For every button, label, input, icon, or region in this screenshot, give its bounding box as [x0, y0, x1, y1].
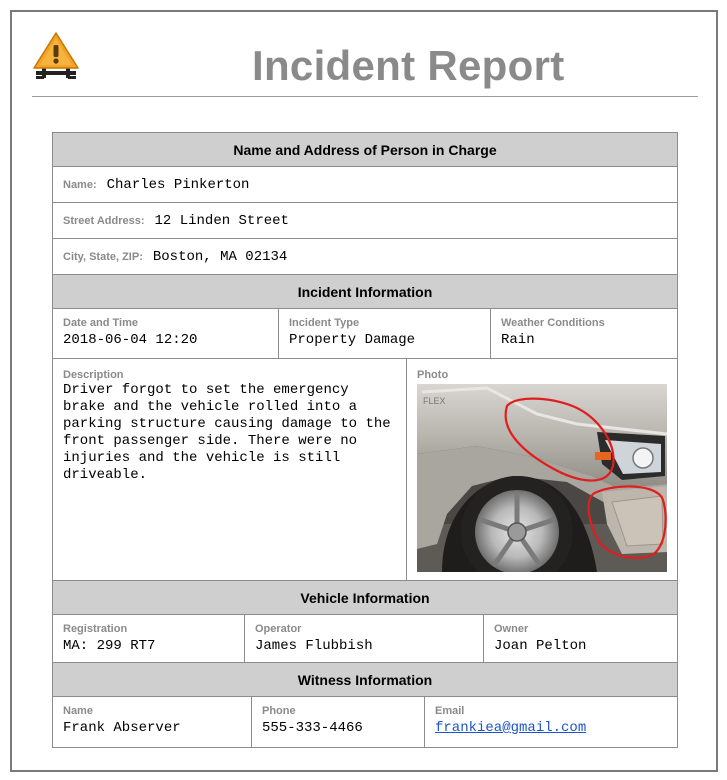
date-time-cell: [53, 309, 279, 358]
section-header-person: Name and Address of Person in Charge: [53, 133, 677, 167]
warning-sign-icon: [32, 30, 80, 82]
street-address-row: [53, 203, 677, 239]
section-header-incident: Incident Information: [53, 275, 677, 309]
witness-name-value: Frank Abserver: [63, 720, 181, 736]
section-header-witness: Witness Information: [53, 663, 677, 697]
report-header: [12, 12, 716, 98]
incident-details-row: [53, 309, 677, 359]
damage-photo: [417, 384, 667, 572]
incident-type-value: Property Damage: [289, 332, 416, 348]
weather-value: Rain: [501, 332, 535, 348]
date-time-label: Date and Time: [63, 317, 138, 329]
street-address-value: 12 Linden Street: [154, 212, 289, 229]
registration-cell: [53, 615, 245, 662]
photo-label: Photo: [417, 369, 449, 381]
incident-type-cell: [279, 309, 491, 358]
owner-value: Joan Pelton: [494, 638, 587, 654]
description-cell: [53, 359, 407, 580]
page-title: Incident Report: [252, 42, 565, 89]
witness-email-link[interactable]: frankiea@gmail.com: [435, 720, 587, 736]
owner-label: Owner: [494, 623, 529, 635]
photo-cell: [407, 359, 677, 580]
weather-cell: [491, 309, 677, 358]
date-time-value: 2018-06-04 12:20: [63, 332, 198, 348]
witness-name-cell: [53, 697, 252, 747]
witness-phone-label: Phone: [262, 705, 296, 717]
witness-details-row: [53, 697, 677, 747]
witness-name-label: Name: [63, 705, 93, 717]
registration-label: Registration: [63, 623, 128, 635]
section-header-vehicle: Vehicle Information: [53, 581, 677, 615]
incident-type-label: Incident Type: [289, 317, 360, 329]
svg-text:FLEX: FLEX: [423, 396, 446, 406]
vehicle-details-row: [53, 615, 677, 663]
owner-cell: [484, 615, 677, 662]
operator-value: James Flubbish: [255, 638, 373, 654]
street-address-label: Street Address:: [63, 214, 145, 227]
description-label: Description: [63, 369, 124, 381]
document-frame: [10, 10, 718, 772]
person-name-label: Name:: [63, 178, 97, 191]
description-value: Driver forgot to set the emergency brake and the vehicle rolled into a parking structure causing damage to the front passenger side. There were no injuries and the vehicle is still driveable.: [63, 382, 391, 483]
witness-email-cell: [425, 697, 677, 747]
report-form: [52, 132, 678, 748]
city-state-zip-row: [53, 239, 677, 275]
operator-cell: [245, 615, 484, 662]
witness-phone-cell: [252, 697, 425, 747]
registration-value: MA: 299 RT7: [63, 638, 156, 654]
witness-phone-value: 555-333-4466: [262, 720, 363, 736]
city-state-zip-label: City, State, ZIP:: [63, 250, 143, 263]
header-divider: [32, 96, 698, 97]
person-name-row: [53, 167, 677, 203]
description-photo-row: [53, 359, 677, 581]
witness-email-label: Email: [435, 705, 465, 717]
weather-label: Weather Conditions: [501, 317, 605, 329]
person-name-value: Charles Pinkerton: [106, 176, 250, 193]
city-state-zip-value: Boston, MA 02134: [152, 248, 288, 265]
operator-label: Operator: [255, 623, 302, 635]
